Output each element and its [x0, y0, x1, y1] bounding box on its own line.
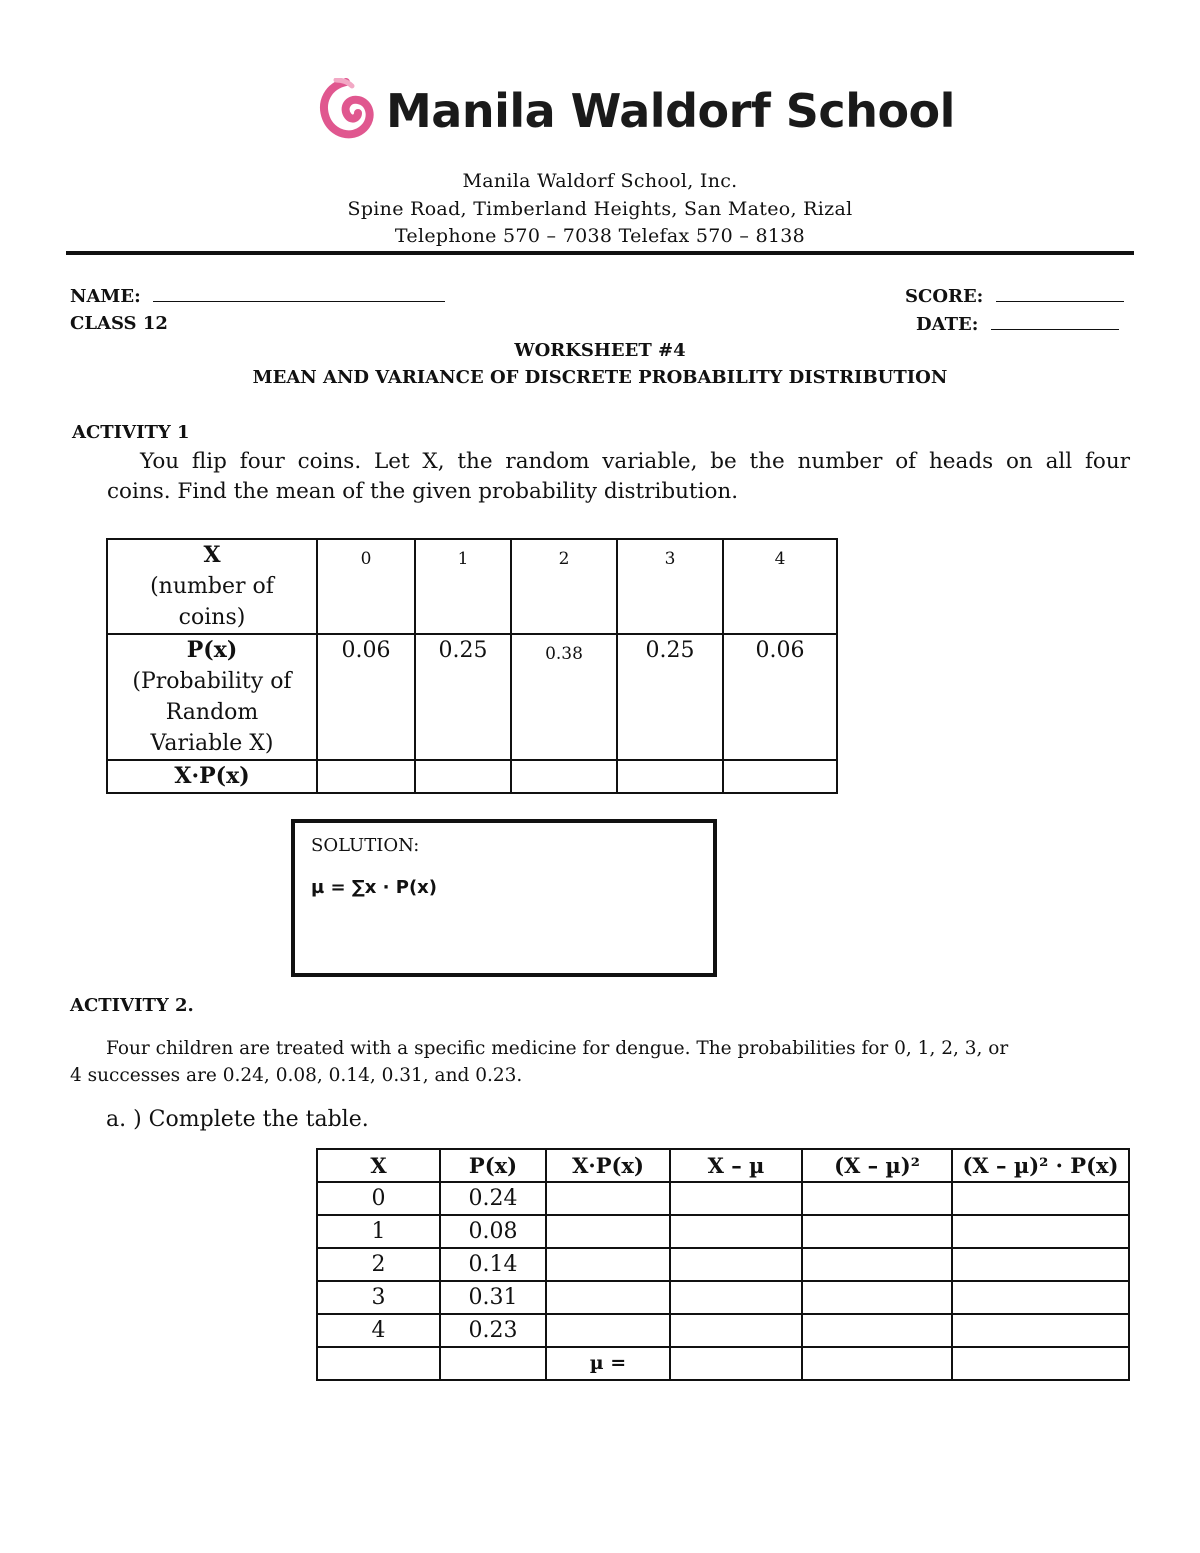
p-value-cell: 0.06: [723, 634, 837, 760]
x-cell: 4: [317, 1314, 440, 1347]
worksheet-number: WORKSHEET #4: [514, 340, 686, 361]
answer-cell[interactable]: [670, 1314, 802, 1347]
answer-cell[interactable]: [670, 1281, 802, 1314]
activity-1-table: [106, 538, 838, 794]
col-header-squared: (X – µ)²: [802, 1149, 952, 1182]
p-row: [107, 634, 837, 760]
answer-cell[interactable]: [546, 1248, 670, 1281]
px-cell: 0.31: [440, 1281, 546, 1314]
activity-1-title: ACTIVITY 1: [72, 422, 190, 443]
empty-cell: [317, 1347, 440, 1380]
col-header-xpx: X·P(x): [546, 1149, 670, 1182]
activity-1-text-line-1: You flip four coins. Let X, the random variable, be the number of heads on all four: [140, 449, 1130, 474]
x-cell: 3: [317, 1281, 440, 1314]
activity-2-text-line-1: Four children are treated with a specific medicine for dengue. The probabilities for 0, 1, 2, 3, or: [106, 1038, 1009, 1059]
p-value-cell: 0.25: [415, 634, 511, 760]
x-value-cell: 2: [511, 539, 617, 634]
name-field: [70, 285, 445, 307]
xp-answer-cell[interactable]: [511, 760, 617, 793]
col-header-x-minus-mu: X – µ: [670, 1149, 802, 1182]
x-header-cell: [107, 539, 317, 634]
answer-cell[interactable]: [802, 1347, 952, 1380]
answer-cell[interactable]: [670, 1182, 802, 1215]
x-cell: 0: [317, 1182, 440, 1215]
answer-cell[interactable]: [802, 1281, 952, 1314]
answer-cell[interactable]: [670, 1215, 802, 1248]
x-header: X: [203, 542, 221, 568]
header-divider: [66, 251, 1134, 255]
p-header: P(x): [186, 637, 238, 663]
answer-cell[interactable]: [802, 1182, 952, 1215]
address-line-1: Manila Waldorf School, Inc.: [462, 170, 738, 192]
date-blank[interactable]: [991, 313, 1119, 330]
p-sublabel-3: Variable X): [150, 731, 274, 756]
xp-answer-cell[interactable]: [415, 760, 511, 793]
table-header-row: [317, 1149, 1129, 1182]
table-row: [317, 1182, 1129, 1215]
class-label: CLASS 12: [70, 313, 168, 334]
px-cell: 0.23: [440, 1314, 546, 1347]
activity-2-table: [316, 1148, 1130, 1381]
answer-cell[interactable]: [802, 1215, 952, 1248]
answer-cell[interactable]: [802, 1314, 952, 1347]
answer-cell[interactable]: [952, 1248, 1129, 1281]
xp-answer-cell[interactable]: [617, 760, 723, 793]
name-label: NAME:: [70, 286, 141, 307]
mu-answer-cell[interactable]: [670, 1347, 802, 1380]
table-row: [317, 1248, 1129, 1281]
name-blank[interactable]: [153, 285, 445, 302]
score-field: [905, 285, 1124, 307]
mu-label: µ =: [546, 1347, 670, 1380]
answer-cell[interactable]: [952, 1314, 1129, 1347]
xp-row: [107, 760, 837, 793]
table-row: [317, 1281, 1129, 1314]
mean-formula: µ = ∑x · P(x): [311, 877, 438, 898]
x-sublabel-1: (number of: [150, 574, 274, 599]
answer-cell[interactable]: [546, 1182, 670, 1215]
worksheet-title: MEAN AND VARIANCE OF DISCRETE PROBABILITY DISTRIBUTION: [252, 367, 948, 388]
p-value-cell: 0.38: [511, 634, 617, 760]
x-value-cell: 3: [617, 539, 723, 634]
col-header-squared-times-px: (X – µ)² · P(x): [952, 1149, 1129, 1182]
table-row: [317, 1314, 1129, 1347]
answer-cell[interactable]: [546, 1215, 670, 1248]
answer-cell[interactable]: [670, 1248, 802, 1281]
answer-cell[interactable]: [546, 1314, 670, 1347]
x-value-cell: 1: [415, 539, 511, 634]
px-cell: 0.08: [440, 1215, 546, 1248]
activity-1-text-line-2: coins. Find the mean of the given probability distribution.: [107, 479, 739, 504]
table-row: [317, 1215, 1129, 1248]
col-header-x: X: [317, 1149, 440, 1182]
address-line-2: Spine Road, Timberland Heights, San Mateo, Rizal: [347, 198, 853, 220]
swirl-logo-icon: [324, 80, 370, 134]
empty-cell: [440, 1347, 546, 1380]
address-line-3: Telephone 570 – 7038 Telefax 570 – 8138: [394, 225, 806, 247]
score-label: SCORE:: [905, 286, 984, 307]
p-value-cell: 0.06: [317, 634, 415, 760]
activity-2-text-line-2: 4 successes are 0.24, 0.08, 0.14, 0.31, and 0.23.: [70, 1065, 523, 1086]
p-sublabel-1: (Probability of: [132, 669, 292, 694]
xp-header: X·P(x): [107, 760, 317, 793]
answer-cell[interactable]: [952, 1182, 1129, 1215]
answer-cell[interactable]: [952, 1347, 1129, 1380]
p-sublabel-2: Random: [165, 700, 259, 725]
px-cell: 0.24: [440, 1182, 546, 1215]
col-header-px: P(x): [440, 1149, 546, 1182]
x-cell: 2: [317, 1248, 440, 1281]
p-value-cell: 0.25: [617, 634, 723, 760]
p-header-cell: [107, 634, 317, 760]
solution-label: SOLUTION:: [311, 835, 420, 856]
x-sublabel-2: coins): [178, 605, 246, 630]
answer-cell[interactable]: [952, 1215, 1129, 1248]
answer-cell[interactable]: [952, 1281, 1129, 1314]
x-value-cell: 4: [723, 539, 837, 634]
answer-cell[interactable]: [546, 1281, 670, 1314]
answer-cell[interactable]: [802, 1248, 952, 1281]
date-label: DATE:: [916, 314, 979, 335]
date-field: [916, 313, 1119, 335]
x-row: [107, 539, 837, 634]
px-cell: 0.14: [440, 1248, 546, 1281]
x-value-cell: 0: [317, 539, 415, 634]
school-logo-text: Manila Waldorf School: [386, 84, 955, 138]
activity-2-title: ACTIVITY 2.: [70, 995, 194, 1016]
xp-answer-cell[interactable]: [723, 760, 837, 793]
xp-answer-cell[interactable]: [317, 760, 415, 793]
mean-row: [317, 1347, 1129, 1380]
x-cell: 1: [317, 1215, 440, 1248]
solution-box[interactable]: [291, 819, 717, 977]
score-blank[interactable]: [996, 285, 1124, 302]
activity-2-instruction: a. ) Complete the table.: [106, 1107, 369, 1132]
